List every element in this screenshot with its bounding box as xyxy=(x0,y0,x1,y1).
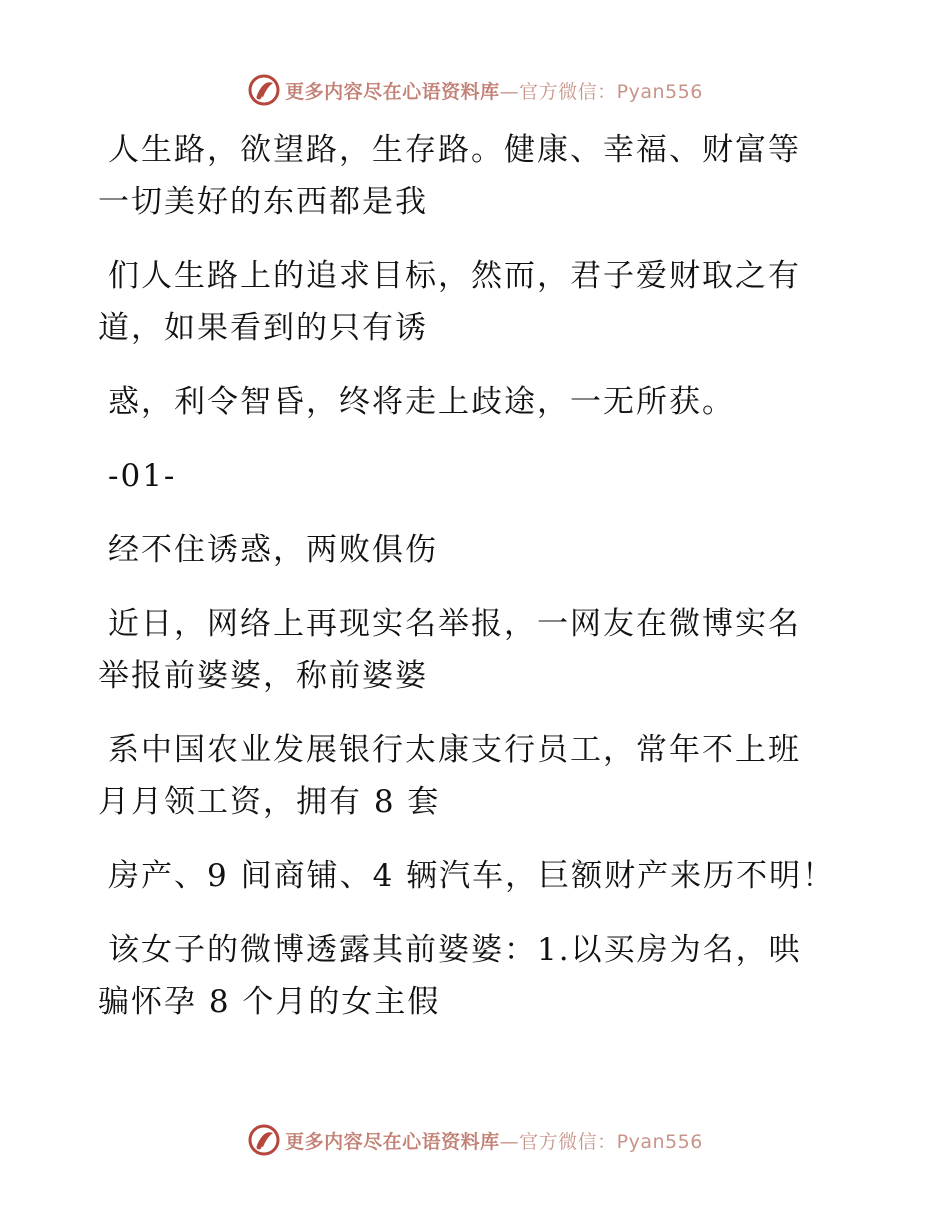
watermark-text: 更多内容尽在心语资料库—官方微信：Pyan556 xyxy=(285,80,703,103)
footer-watermark xyxy=(0,1120,950,1160)
logo-icon xyxy=(247,1123,281,1157)
paragraph-line: 月月领工资，拥有 8 套 xyxy=(98,784,441,820)
paragraph xyxy=(98,124,838,228)
paragraph xyxy=(98,376,838,428)
section-number xyxy=(98,450,838,502)
paragraph xyxy=(98,850,838,902)
document-body xyxy=(98,124,838,1050)
logo-icon xyxy=(247,73,281,107)
paragraph-line: 系中国农业发展银行太康支行员工，常年不上班 xyxy=(108,732,801,768)
paragraph xyxy=(98,250,838,354)
watermark-text: 更多内容尽在心语资料库—官方微信：Pyan556 xyxy=(285,1130,703,1153)
paragraph xyxy=(98,598,838,702)
paragraph-line: 举报前婆婆，称前婆婆 xyxy=(98,658,428,694)
paragraph-line: 一切美好的东西都是我 xyxy=(98,184,428,220)
paragraph-line: 近日，网络上再现实名举报，一网友在微博实名 xyxy=(108,606,801,642)
section-heading xyxy=(98,524,838,576)
paragraph-line: 道，如果看到的只有诱 xyxy=(98,310,428,346)
paragraph xyxy=(98,924,838,1028)
paragraph-line: 们人生路上的追求目标，然而，君子爱财取之有 xyxy=(108,258,801,294)
paragraph-line: 经不住诱惑，两败俱伤 xyxy=(108,532,438,568)
paragraph-line: -01- xyxy=(108,458,177,494)
paragraph-line: 人生路，欲望路，生存路。健康、幸福、财富等 xyxy=(108,132,801,168)
paragraph-line: 骗怀孕 8 个月的女主假 xyxy=(98,984,441,1020)
header-watermark xyxy=(0,70,950,110)
paragraph-line: 该女子的微博透露其前婆婆：1.以买房为名，哄 xyxy=(108,932,802,968)
paragraph-line: 惑，利令智昏，终将走上歧途，一无所获。 xyxy=(108,384,735,420)
paragraph-line: 房产、9 间商铺、4 辆汽车，巨额财产来历不明！ xyxy=(108,858,836,894)
paragraph xyxy=(98,724,838,828)
